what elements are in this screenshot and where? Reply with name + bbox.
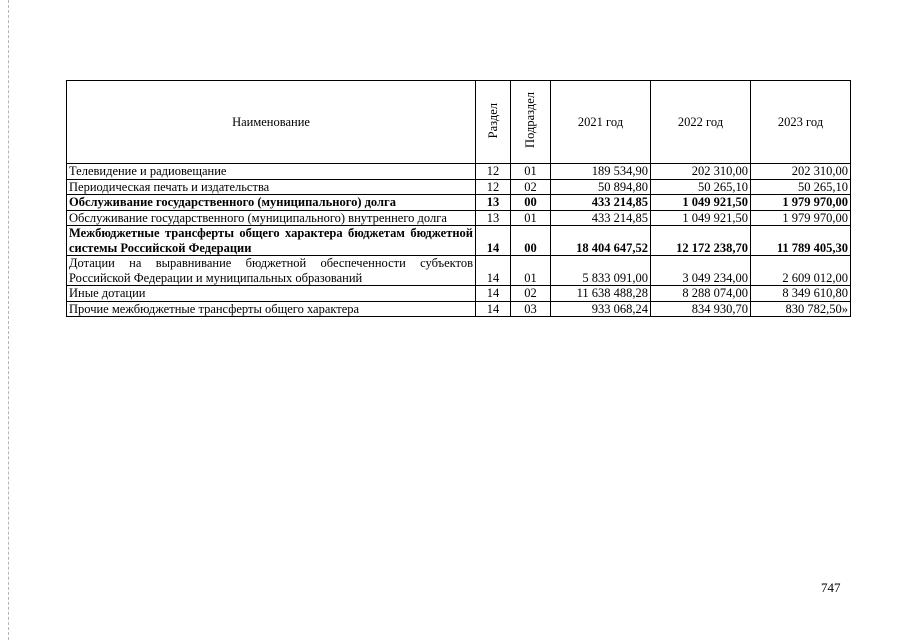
cell-2023: 50 265,10 [751,179,851,195]
cell-section: 14 [476,286,511,302]
cell-2023: 830 782,50» [751,301,851,317]
cell-2022: 1 049 921,50 [651,195,751,211]
table-row [67,286,851,302]
cell-2021: 433 214,85 [551,195,651,211]
cell-name: Прочие межбюджетные трансферты общего характера [67,301,476,317]
cell-2021: 18 404 647,52 [551,226,651,256]
cell-2023: 8 349 610,80 [751,286,851,302]
cell-name: Дотации на выравнивание бюджетной обеспеченности субъектов Российской Федерации и муниципальных образований [67,256,476,286]
cell-2022: 12 172 238,70 [651,226,751,256]
table-row [67,226,851,256]
table-body [67,164,851,317]
cell-2023: 1 979 970,00 [751,195,851,211]
cell-section: 12 [476,179,511,195]
cell-section: 12 [476,164,511,180]
cell-name: Иные дотации [67,286,476,302]
cell-2021: 50 894,80 [551,179,651,195]
header-subsection: Подраздел [511,81,551,164]
cell-2021: 189 534,90 [551,164,651,180]
cell-2021: 11 638 488,28 [551,286,651,302]
cell-2022: 3 049 234,00 [651,256,751,286]
header-year-2023: 2023 год [751,81,851,164]
cell-subsection: 01 [511,210,551,226]
cell-2023: 11 789 405,30 [751,226,851,256]
cell-subsection: 01 [511,256,551,286]
cell-2022: 1 049 921,50 [651,210,751,226]
header-year-2021: 2021 год [551,81,651,164]
table-row [67,195,851,211]
table-header-row [67,81,851,164]
cell-2022: 8 288 074,00 [651,286,751,302]
table-row [67,210,851,226]
cell-subsection: 03 [511,301,551,317]
cell-name: Телевидение и радиовещание [67,164,476,180]
cell-section: 13 [476,195,511,211]
cell-section: 13 [476,210,511,226]
budget-table [66,80,851,317]
header-year-2022: 2022 год [651,81,751,164]
table-row [67,301,851,317]
cell-2021: 433 214,85 [551,210,651,226]
cell-subsection: 00 [511,195,551,211]
cell-subsection: 00 [511,226,551,256]
cell-2022: 50 265,10 [651,179,751,195]
cell-2021: 5 833 091,00 [551,256,651,286]
table-row [67,256,851,286]
table-row [67,179,851,195]
cell-2023: 2 609 012,00 [751,256,851,286]
cell-2022: 834 930,70 [651,301,751,317]
table-row [67,164,851,180]
cell-2023: 202 310,00 [751,164,851,180]
cell-subsection: 01 [511,164,551,180]
cell-2022: 202 310,00 [651,164,751,180]
cell-subsection: 02 [511,179,551,195]
cell-section: 14 [476,256,511,286]
cell-subsection: 02 [511,286,551,302]
cell-section: 14 [476,226,511,256]
cell-name: Межбюджетные трансферты общего характера бюджетам бюджетной системы Российской Федерации [67,226,476,256]
header-section: Раздел [476,81,511,164]
cell-name: Обслуживание государственного (муниципального) долга [67,195,476,211]
cell-2023: 1 979 970,00 [751,210,851,226]
header-name: Наименование [67,81,476,164]
cell-2021: 933 068,24 [551,301,651,317]
page-number: 747 [821,580,841,595]
margin-guide-line [8,0,9,640]
cell-name: Периодическая печать и издательства [67,179,476,195]
cell-section: 14 [476,301,511,317]
cell-name: Обслуживание государственного (муниципального) внутреннего долга [67,210,476,226]
